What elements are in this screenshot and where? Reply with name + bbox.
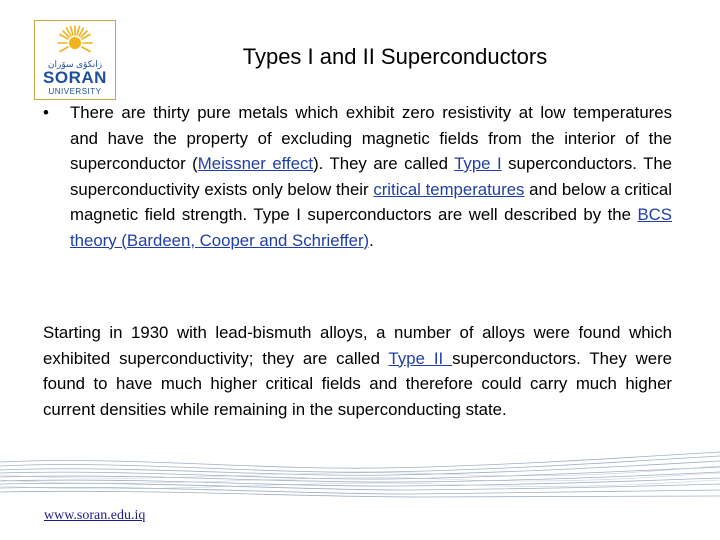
meissner-effect-link[interactable]: Meissner effect [197,154,314,173]
bullet-marker: • [43,103,49,122]
bullet-text-3: superconductors. The superconductivity exists only below their [70,154,672,199]
university-logo [34,20,116,100]
bullet-text-1: There are thirty pure metals which exhibit zero resistivity at low temperatures and have the property of excluding magnetic fields from the interior of the superconductor ( [70,103,672,173]
footer-website-link[interactable]: www.soran.edu.iq [44,508,146,523]
type-ii-link[interactable]: Type II [388,348,453,368]
para2-text-2: superconductors. They were found to have much higher critical fields and therefore could carry much higher current densities while remaining in the superconducting state. [43,348,672,419]
bullet-text-4: and below a critical magnetic field strength. Type I superconductors are well described by the [70,179,672,224]
bullet-paragraph [70,100,672,253]
bcs-theory-link[interactable]: BCS theory (Bardeen, Cooper and Schrieffer) [70,205,672,250]
decorative-wave-lines [0,440,720,540]
critical-temperatures-link[interactable]: critical temperatures [373,179,525,199]
para2-text-1: Starting in 1930 with lead-bismuth alloys, a number of alloys were found which exhibited superconductivity; they are called [43,323,672,368]
slide-title: Types I and II Superconductors [242,44,548,69]
bullet-text-5: . [369,230,374,250]
type-ii-paragraph [43,320,672,422]
bullet-text-2: ). They are called [313,154,455,173]
type-i-link[interactable]: Type I [454,154,502,173]
logo-subtitle: UNIVERSITY [48,87,102,96]
logo-arabic-text: زانکۆی سۆران [47,59,103,69]
logo-name: SORAN [43,68,107,87]
sun-emblem-icon [35,21,115,61]
